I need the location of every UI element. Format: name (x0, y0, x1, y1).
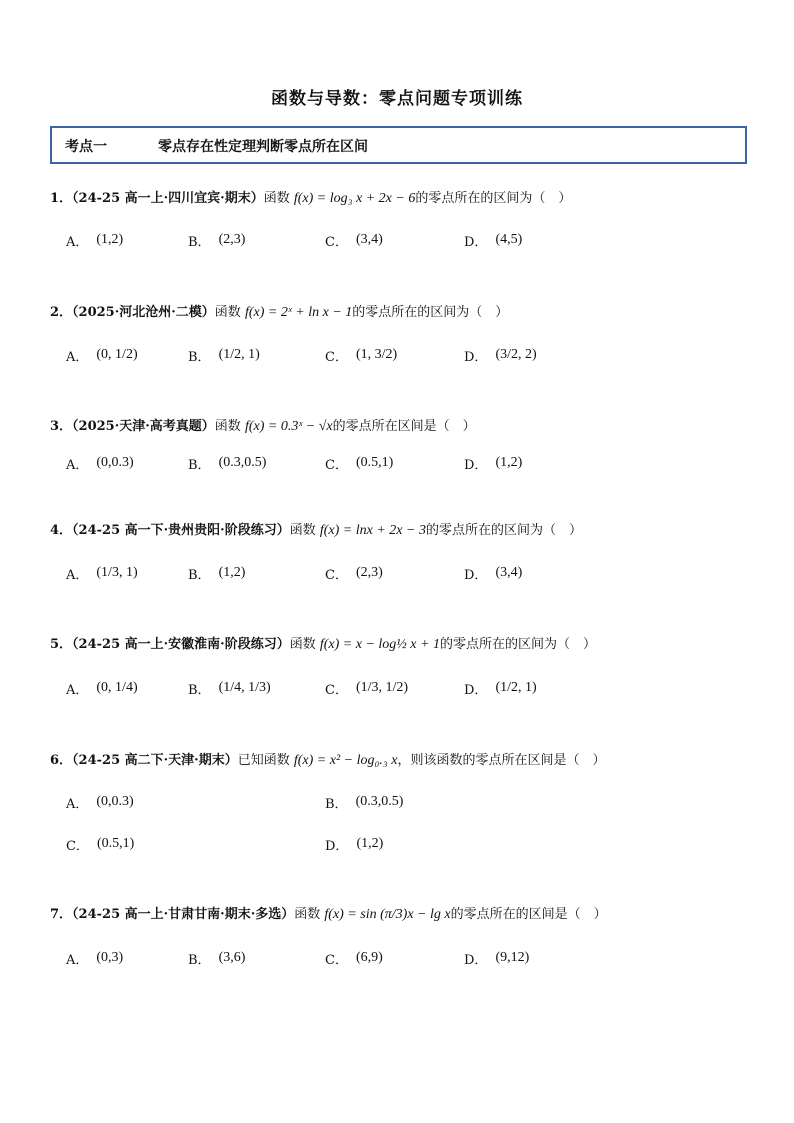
option-value: (0, 1/2) (96, 347, 138, 362)
question-suffix: 的零点所在的区间为（ ） (425, 523, 582, 538)
option-letter: B． (188, 349, 211, 365)
question-source: （24-25 高一上·安徽淮南·阶段练习） (72, 637, 290, 652)
option-a[interactable] (66, 785, 134, 819)
question-stem (50, 636, 596, 654)
option-d[interactable] (464, 338, 537, 372)
question-formula: f(x) = sin (π/3)x − lg x (324, 907, 451, 922)
option-value: (3,6) (218, 950, 246, 965)
question-source: （24-25 高一上·四川宜宾·期末） (72, 191, 264, 206)
option-value: (0.5,1) (96, 836, 135, 851)
option-a[interactable] (66, 941, 123, 975)
question-formula: f(x) = 2ˣ + ln x − 1 (244, 305, 353, 320)
option-value: (2,3) (355, 565, 383, 580)
section-label: 考点一 (65, 139, 107, 155)
question-prefix: 函数 (263, 191, 290, 206)
option-c[interactable] (325, 941, 383, 975)
question-number: 5． (50, 637, 73, 652)
option-value: (1/2, 1) (495, 680, 537, 695)
option-value: (3,4) (355, 232, 383, 247)
question-formula: f(x) = 0.3ˣ − √x (244, 419, 333, 434)
option-letter: A． (66, 682, 89, 698)
option-letter: A． (66, 349, 89, 365)
question-number: 2． (50, 305, 73, 320)
option-a[interactable] (66, 671, 138, 705)
option-letter: B． (325, 796, 348, 812)
option-letter: C． (66, 838, 89, 854)
option-letter: B． (188, 567, 211, 583)
option-letter: B． (188, 682, 211, 698)
option-value: (1,2) (96, 232, 124, 247)
question-source: （24-25 高二下·天津·期末） (72, 753, 238, 768)
option-value: (4,5) (495, 232, 523, 247)
option-value: (1,2) (218, 565, 246, 580)
option-c[interactable] (66, 827, 134, 861)
question-stem (50, 418, 476, 436)
option-d[interactable] (464, 941, 529, 975)
option-letter: A． (66, 457, 89, 473)
question-formula: f(x) = log₃ x + 2x − 6 (293, 191, 416, 206)
question-source: （24-25 高一下·贵州贵阳·阶段练习） (72, 523, 290, 538)
option-letter: D． (325, 838, 349, 854)
question-number: 1． (50, 191, 73, 206)
question-stem (50, 304, 508, 322)
question-source: （2025·河北沧州·二模） (72, 305, 215, 320)
option-letter: B． (188, 234, 211, 250)
option-value: (0.5,1) (355, 455, 394, 470)
option-value: (1,2) (495, 455, 523, 470)
option-letter: C． (325, 567, 348, 583)
option-a[interactable] (66, 556, 138, 590)
question-prefix: 函数 (289, 523, 316, 538)
option-b[interactable] (188, 446, 266, 480)
question-prefix: 函数 (294, 907, 321, 922)
option-value: (1/3, 1/2) (355, 680, 409, 695)
question-prefix: 函数 (214, 305, 241, 320)
question-number: 7． (50, 907, 73, 922)
question-suffix: 的零点所在的区间为（ ） (352, 305, 509, 320)
option-letter: A． (66, 952, 89, 968)
option-value: (0.3,0.5) (355, 794, 404, 809)
question-number: 3． (50, 419, 73, 434)
question-stem (50, 752, 605, 770)
option-value: (9,12) (495, 950, 530, 965)
option-value: (0,0.3) (96, 794, 134, 809)
option-value: (1/4, 1/3) (218, 680, 271, 695)
option-b[interactable] (188, 941, 245, 975)
option-value: (1,2) (356, 836, 384, 851)
option-c[interactable] (325, 556, 383, 590)
option-letter: D． (464, 567, 488, 583)
section-title: 零点存在性定理判断零点所在区间 (158, 139, 368, 155)
question-suffix: 的零点所在的区间为（ ） (415, 191, 572, 206)
option-c[interactable] (325, 223, 383, 257)
page-title: 函数与导数：零点问题专项训练 (271, 89, 523, 109)
question-prefix: 函数 (289, 637, 316, 652)
option-letter: D． (464, 234, 488, 250)
option-letter: C． (325, 234, 348, 250)
option-a[interactable] (66, 446, 134, 480)
option-letter: C． (325, 952, 348, 968)
option-value: (3/2, 2) (495, 347, 537, 362)
option-d[interactable] (464, 556, 522, 590)
section-header (50, 126, 747, 164)
option-value: (6,9) (355, 950, 383, 965)
option-letter: C． (325, 349, 348, 365)
option-b[interactable] (188, 338, 260, 372)
question-source: （2025·天津·高考真题） (72, 419, 215, 434)
option-value: (0.3,0.5) (218, 455, 267, 470)
question-formula: f(x) = x − log½ x + 1 (319, 637, 440, 652)
option-letter: D． (464, 349, 488, 365)
option-value: (1/3, 1) (96, 565, 138, 580)
option-a[interactable] (66, 338, 138, 372)
option-letter: A． (66, 567, 89, 583)
option-b[interactable] (188, 223, 245, 257)
option-d[interactable] (325, 827, 383, 861)
option-c[interactable] (325, 338, 397, 372)
question-formula: f(x) = lnx + 2x − 3 (319, 523, 426, 538)
option-value: (3,4) (495, 565, 523, 580)
option-value: (1, 3/2) (355, 347, 398, 362)
question-suffix: 的零点所在的区间为（ ） (439, 637, 596, 652)
question-stem (50, 906, 607, 924)
option-letter: D． (464, 952, 488, 968)
option-value: (2,3) (218, 232, 246, 247)
question-stem (50, 190, 571, 208)
option-value: (0, 1/4) (96, 680, 138, 695)
option-b[interactable] (188, 671, 271, 705)
option-b[interactable] (325, 785, 403, 819)
question-suffix: 的零点所在区间是（ ） (332, 419, 476, 434)
question-suffix: ，则该函数的零点所在区间是（ ） (397, 753, 606, 768)
option-letter: A． (66, 234, 89, 250)
option-letter: D． (464, 457, 488, 473)
option-d[interactable] (464, 223, 522, 257)
option-c[interactable] (325, 671, 408, 705)
option-value: (1/2, 1) (218, 347, 260, 362)
option-d[interactable] (464, 671, 537, 705)
option-value: (0,3) (96, 950, 124, 965)
option-b[interactable] (188, 556, 245, 590)
question-prefix: 函数 (214, 419, 241, 434)
option-letter: C． (325, 457, 348, 473)
question-number: 4． (50, 523, 73, 538)
question-formula: f(x) = x² − log₀.₃ x (293, 753, 398, 768)
question-number: 6． (50, 753, 73, 768)
option-c[interactable] (325, 446, 393, 480)
option-letter: A． (66, 796, 89, 812)
option-value: (0,0.3) (96, 455, 134, 470)
question-suffix: 的零点所在的区间是（ ） (450, 907, 607, 922)
option-letter: B． (188, 457, 211, 473)
option-letter: B． (188, 952, 211, 968)
option-a[interactable] (66, 223, 123, 257)
option-letter: C． (325, 682, 348, 698)
question-stem (50, 522, 582, 540)
question-prefix: 已知函数 (237, 753, 290, 768)
option-d[interactable] (464, 446, 522, 480)
question-source: （24-25 高一上·甘肃甘南·期末·多选） (72, 907, 295, 922)
option-letter: D． (464, 682, 488, 698)
